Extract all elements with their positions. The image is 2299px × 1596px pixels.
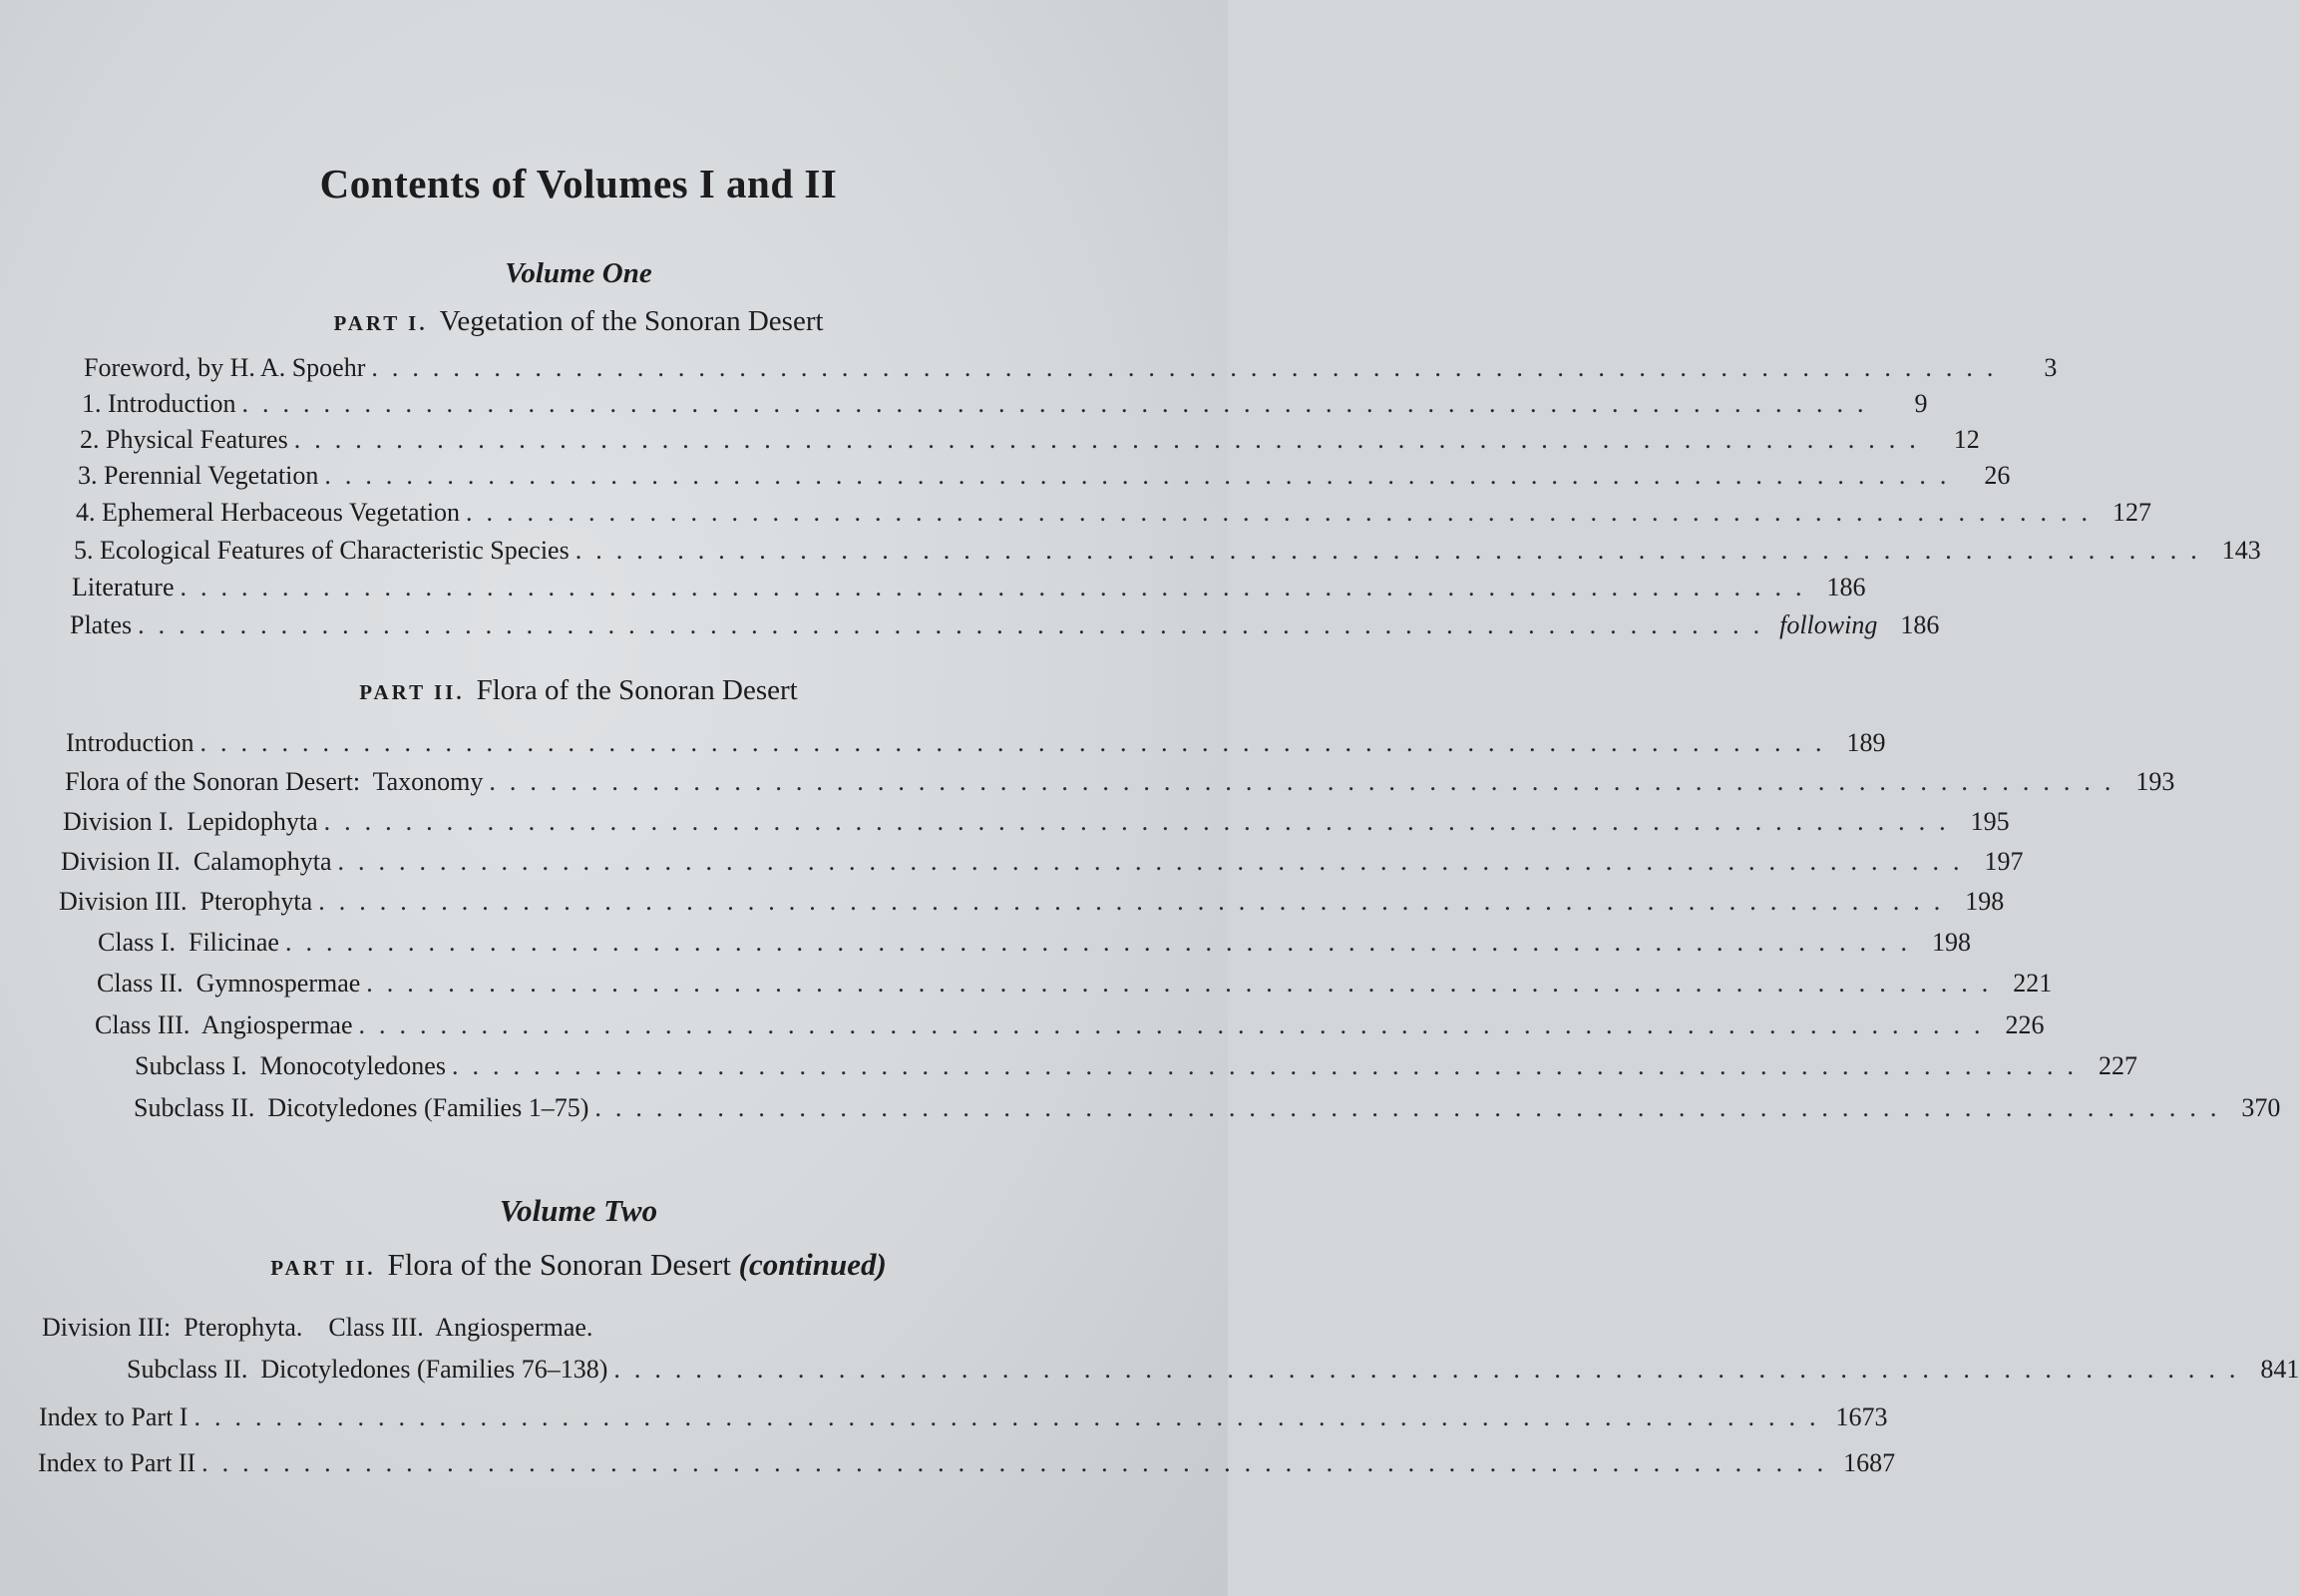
toc-entry-page: 1687 [1843,1448,1896,1477]
toc-entry-title: Plates [70,610,133,639]
toc-entry-title: Index to Part I [39,1402,189,1431]
toc-entry[interactable] [134,1093,2281,1129]
toc-entry[interactable] [80,425,1980,461]
toc-entry-page: 1673 [1835,1402,1888,1431]
toc-entry[interactable] [127,1355,2299,1391]
toc-entry[interactable] [63,807,2010,843]
part-1-heading [0,305,1157,338]
toc-entry-title: Subclass I. Monocotyledones [135,1051,446,1080]
leader-dots: ................................................................................ [337,847,1974,876]
continued-note: (continued) [738,1247,887,1282]
toc-entry-title: 4. Ephemeral Herbaceous Vegetation [76,498,461,527]
toc-entry-title: 2. Physical Features [80,425,288,454]
toc-entry-page: 841 [2260,1355,2299,1384]
toc-entry-title: Division III. Pterophyta [59,887,313,916]
toc-entry-page: 227 [2098,1051,2137,1080]
toc-entry[interactable] [72,573,1866,608]
leader-dots: ................................................................................ [575,536,2211,565]
leader-dots: ................................................................................ [451,1051,2088,1080]
vol2-part-2-heading [0,1247,1157,1283]
toc-entry[interactable] [78,461,2011,497]
leader-dots: ................................................................................ [138,610,1774,639]
toc-entry-page: 198 [1965,887,2005,916]
toc-entry-title: Class II. Gymnospermae [97,969,361,998]
toc-entry-page: 195 [1970,807,2010,836]
leader-dots: ................................................................................ [613,1355,2250,1384]
toc-entry-page: 221 [2013,969,2053,998]
toc-entry[interactable] [66,728,1886,764]
leader-dots: ................................................................................ [358,1010,1995,1039]
toc-entry-title: 5. Ecological Features of Characteristic Species [74,536,570,565]
toc-entry[interactable] [39,1402,1888,1438]
toc-entry[interactable] [65,767,2175,803]
leader-dots: ................................................................................ [371,353,2008,382]
toc-entry[interactable] [70,610,1940,646]
toc-entry-title: 1. Introduction [82,389,236,418]
page-title: Contents of Volumes I and II [319,161,838,206]
part-1-title: Vegetation of the Sonoran Desert [439,305,824,337]
toc-entry[interactable] [38,1448,1896,1484]
toc-entry-page: 226 [2005,1010,2045,1039]
toc-entry-page: 186 [1826,573,1866,601]
leader-dots: ................................................................................ [199,728,1836,757]
toc-entry-page: 198 [1931,928,1971,957]
toc-entry-page: 370 [2241,1093,2281,1122]
toc-entry[interactable] [95,1010,2045,1046]
toc-entry-title: Class I. Filicinae [98,928,279,957]
leader-dots: ................................................................................ [366,969,2003,998]
toc-entry-title: Division II. Calamophyta [61,847,332,876]
toc-entry-title: Index to Part II [38,1448,196,1477]
toc-entry[interactable] [74,536,2261,572]
toc-entry-page: 127 [2112,498,2152,527]
part-2-title: Flora of the Sonoran Desert [476,674,798,706]
toc-entry-page: 143 [2221,536,2261,565]
leader-dots: ................................................................................ [293,425,1930,454]
leader-dots: ................................................................................ [594,1093,2231,1122]
leader-dots: ................................................................................ [466,498,2103,527]
volume-two-heading: Volume Two [499,1193,658,1228]
leader-dots: ................................................................................ [324,461,1961,490]
toc-entry[interactable] [135,1051,2137,1087]
toc-entry-page: 193 [2135,767,2175,796]
toc-entry-title: Class III. Angiospermae [95,1010,353,1039]
volume-one-heading: Volume One [505,257,652,289]
leader-dots: ................................................................................ [318,887,1955,916]
vol2-part-2-label: PART II. [270,1256,376,1280]
toc-entry-title: 3. Perennial Vegetation [78,461,319,490]
toc-entry-page: 189 [1846,728,1886,757]
toc-entry-title: Foreword, by H. A. Spoehr [84,353,366,382]
toc-entry[interactable] [76,498,2152,534]
leader-dots: ................................................................................ [180,573,1816,601]
part-2-label: PART II. [359,680,465,704]
part-1-label: PART I. [333,311,428,335]
toc-entry[interactable] [84,353,2058,389]
leader-dots: ................................................................................ [489,767,2125,796]
leader-dots: ................................................................................ [201,1448,1838,1477]
leader-dots: ................................................................................ [193,1402,1830,1431]
part-2-heading [0,674,1157,707]
toc-entry-page: 9 [1914,389,1928,418]
toc-entry[interactable] [98,928,1971,964]
toc-entry-note: following [1779,610,1878,639]
toc-entry-page: 12 [1953,425,1980,454]
toc-entry-page: 3 [2044,353,2058,382]
toc-entry-title: Division I. Lepidophyta [63,807,318,836]
toc-entry-page: 186 [1900,610,1940,639]
leader-dots: ................................................................................ [241,389,1878,418]
toc-entry[interactable] [97,969,2053,1004]
toc-entry-title: Subclass II. Dicotyledones (Families 76–138) [127,1355,608,1384]
toc-entry-title: Flora of the Sonoran Desert: Taxonomy [65,767,484,796]
toc-entry-title: Literature [72,573,175,601]
toc-entry[interactable] [61,847,2024,883]
toc-entry-page: 26 [1984,461,2011,490]
toc-entry-title: Subclass II. Dicotyledones (Families 1–75) [134,1093,589,1122]
vol2-part-2-title: Flora of the Sonoran Desert [387,1247,731,1282]
leader-dots: ................................................................................ [284,928,1921,957]
toc-entry-title: Introduction [66,728,194,757]
toc-entry-page: 197 [1984,847,2024,876]
toc-entry[interactable] [59,887,2005,923]
toc-entry[interactable] [82,389,1928,425]
division-line: Division III: Pterophyta. Class III. Angiospermae. [42,1313,593,1342]
leader-dots: ................................................................................ [323,807,1960,836]
